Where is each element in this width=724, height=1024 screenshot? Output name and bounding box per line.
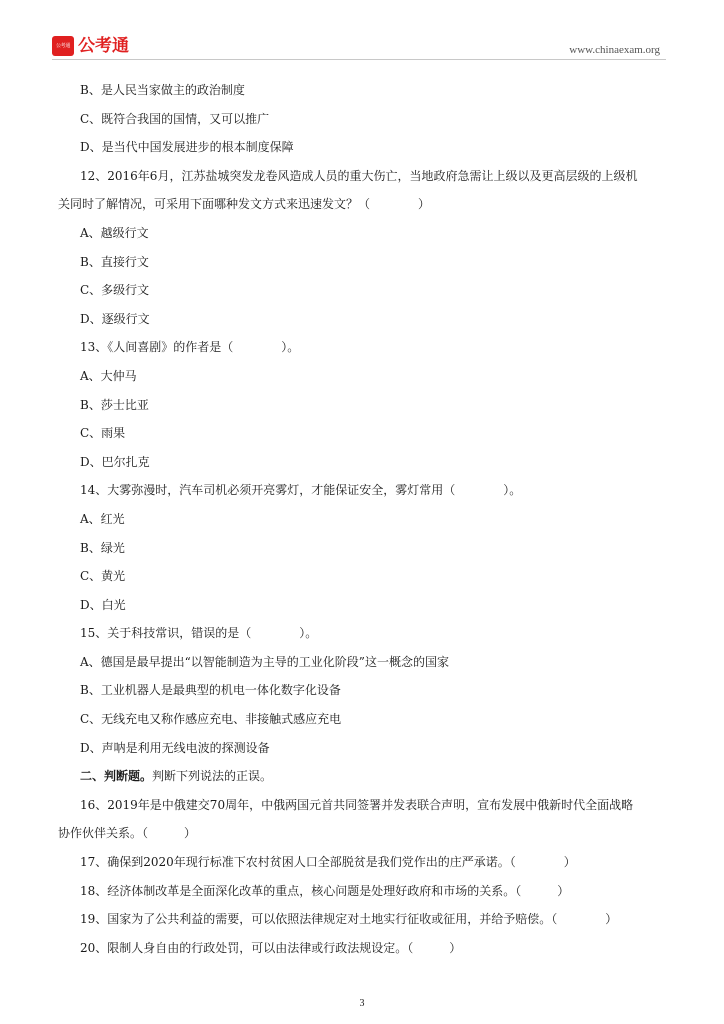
option-line: D、巴尔扎克	[80, 454, 150, 469]
section-heading	[80, 762, 670, 791]
logo-badge: 公考通	[52, 36, 74, 56]
logo	[52, 34, 129, 58]
header-divider	[52, 59, 666, 60]
option-line: A、红光	[80, 511, 125, 526]
judgment-line: 19、国家为了公共利益的需要，可以依照法律规定对土地实行征收或征用，并给予赔偿。（ ）	[80, 912, 618, 927]
option-line: B、工业机器人是最典型的机电一体化数字化设备	[80, 683, 341, 698]
option-line: D、白光	[80, 597, 126, 612]
option-line: C、无线充电又称作感应充电、非接触式感应充电	[80, 712, 342, 727]
option-line: C、既符合我国的国情，又可以推广	[80, 111, 270, 126]
option-line: D、逐级行文	[80, 311, 150, 326]
judgment-line: 20、限制人身自由的行政处罚，可以由法律或行政法规设定。（ ）	[80, 940, 462, 955]
option-line: C、黄光	[80, 569, 126, 584]
judgment-line: 17、确保到2020年现行标准下农村贫困人口全部脱贫是我们党作出的庄严承诺。（ ）	[80, 855, 576, 870]
option-line: D、声呐是利用无线电波的探测设备	[80, 740, 270, 755]
option-line: A、德国是最早提出“以智能制造为主导的工业化阶段”这一概念的国家	[80, 654, 449, 669]
option-line: C、雨果	[80, 426, 126, 441]
question-line-continued: 关同时了解情况，可采用下面哪种发文方式来迅速发文？（ ）	[58, 197, 431, 212]
option-line: C、多级行文	[80, 283, 150, 298]
section-heading-rest: 判断下列说法的正误。	[152, 769, 273, 784]
logo-text: 公考通	[78, 36, 129, 56]
option-line: B、莎士比亚	[80, 397, 149, 412]
option-line: B、直接行文	[80, 254, 149, 269]
section-heading-bold: 二、判断题。	[80, 769, 153, 784]
page-number: 3	[359, 998, 365, 1009]
option-line: A、越级行文	[80, 225, 149, 240]
option-line: A、大仲马	[80, 368, 137, 383]
page-header	[52, 34, 666, 60]
judgment-line-continued: 协作伙伴关系。（ ）	[58, 826, 197, 841]
question-line: 12、2016年6月，江苏盐城突发龙卷风造成人员的重大伤亡，当地政府急需让上级以及更高层级的上级机	[80, 168, 638, 183]
document-body	[58, 76, 670, 962]
site-url: www.chinaexam.org	[569, 44, 660, 56]
question-line: 15、关于科技常识，错误的是（ ）。	[80, 626, 318, 641]
question-line: 13、《人间喜剧》的作者是（ ）。	[80, 340, 300, 355]
judgment-line: 18、经济体制改革是全面深化改革的重点，核心问题是处理好政府和市场的关系。（ ）	[80, 883, 570, 898]
option-line: B、是人民当家做主的政治制度	[80, 83, 245, 97]
judgment-line: 16、2019年是中俄建交70周年，中俄两国元首共同签署并发表联合声明，宣布发展中俄新时代全面战略	[80, 797, 634, 812]
option-line: B、绿光	[80, 540, 125, 555]
option-line: D、是当代中国发展进步的根本制度保障	[80, 140, 294, 155]
question-line: 14、大雾弥漫时，汽车司机必须开亮雾灯，才能保证安全，雾灯常用（ ）。	[80, 483, 522, 498]
